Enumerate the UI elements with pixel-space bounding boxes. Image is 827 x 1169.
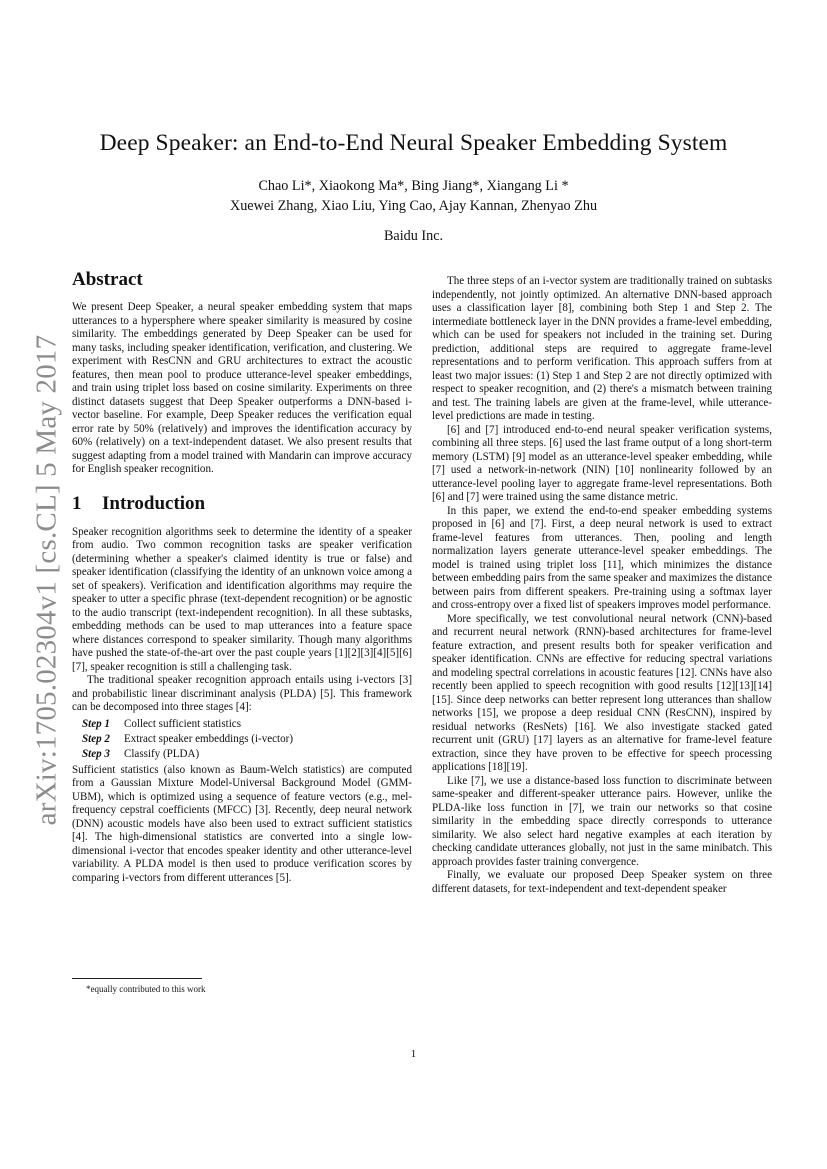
step-text: Collect sufficient statistics <box>124 717 241 730</box>
right-paragraph-1: The three steps of an i-vector system are traditionally trained on subtasks independently, not jointly optimized. An alternative DNN-based approach uses a classification layer [8], combining both Step 1 and Step 2. The intermediate bottleneck layer in the DNN provides a frame-level embedding, which can be used for speakers not included in the training set. During prediction, additional steps are required to aggregate frame-level representations and to perform verification. This approach suffers from at least two major issues: (1) Step 1 and Step 2 are not directly optimized with respect to speaker recognition, and (2) there's a mismatch between training and test. The training labels are given at the frame-level, while utterance-level predictions are made in testing. <box>432 275 772 422</box>
arxiv-sidebar <box>22 250 72 910</box>
section-number: 1 <box>72 492 82 514</box>
abstract-text: We present Deep Speaker, a neural speaker embedding system that maps utterances to a hypersphere where speaker similarity is measured by cosine similarity. The embeddings generated by Deep Speaker can be used for many tasks, including speaker identification, verification, and clustering. We experiment with ResCNN and GRU architectures to extract the acoustic features, then mean pool to produce utterance-level speaker embeddings, and train using triplet loss based on cosine similarity. Experiments on three distinct datasets suggest that Deep Speaker outperforms a DNN-based i-vector baseline. For example, Deep Speaker reduces the verification equal error rate by 50% (relatively) and improves the identification accuracy by 60% (relatively) on a text-independent dataset. We also present results that suggest adapting from a model trained with Mandarin can improve accuracy for English speaker recognition. <box>72 301 412 475</box>
authors-line-1: Chao Li*, Xiaokong Ma*, Bing Jiang*, Xiangang Li * <box>258 178 569 194</box>
right-paragraph-5: Like [7], we use a distance-based loss function to discriminate between same-speaker and different-speaker utterance pairs. However, unlike the PLDA-like loss function in [7], we train our networks so that cosine similarity in the embedding space directly corresponds to utterance similarity. We also select hard negative examples at each iteration by checking candidate utterances globally, not just in the same minibatch. This approach provides faster training convergence. <box>432 774 772 868</box>
footnote <box>72 978 412 995</box>
right-paragraph-6: Finally, we evaluate our proposed Deep Speaker system on three different datasets, for text-independent and text-dependent speaker <box>432 869 772 895</box>
steps-list <box>82 717 412 762</box>
authors-line-2: Xuewei Zhang, Xiao Liu, Ying Cao, Ajay Kannan, Zhenyao Zhu <box>229 198 598 214</box>
intro-heading <box>72 492 412 516</box>
right-paragraph-4: More specifically, we test convolutional neural network (CNN)-based and recurrent neural network (RNN)-based architectures for frame-level feature extraction, and present results both for speaker verification and speaker identification. CNNs are effective for reducing spectral variations and modeling spectral correlations in acoustic features [12]. CNNs have also recently been applied to speech recognition with good results [12][13][14][15]. Since deep networks can better represent long utterances than shallow networks [15], we propose a deep residual CNN (ResCNN), inspired by residual networks (ResNets) [16]. We also investigate stacked gated recurrent unit (GRU) [17] layers as an alternative for frame-level feature extraction, since they have proven to be effective for speech processing applications [18][19]. <box>432 612 772 773</box>
right-paragraph-2: [6] and [7] introduced end-to-end neural speaker verification systems, combining all three steps. [6] used the last frame output of a long short-term memory (LSTM) [9] model as an utterance-level speaker embedding, while [7] used a network-in-network (NIN) [10] nonlinearity followed by an utterance-level pooling layer to aggregate frame-level representations. Both [6] and [7] were trained using the same distance metric. <box>432 423 772 503</box>
right-paragraph-3: In this paper, we extend the end-to-end speaker embedding systems proposed in [6] and [7]. First, a deep neural network is used to extract frame-level features from utterances. Then, pooling and length normalization layers generate utterance-level speaker embeddings. The model is trained using triplet loss [11], which minimizes the distance between embedding pairs from the same speaker and maximizes the distance between pairs from different speakers. Pre-training using a softmax layer and cross-entropy over a fixed list of speakers improves model performance. <box>432 504 772 611</box>
step-label: Step 2 <box>82 732 110 745</box>
page-number: 1 <box>410 1048 417 1060</box>
arxiv-identifier: arXiv:1705.02304v1 [cs.CL] 5 May 2017 <box>30 334 63 826</box>
section-title: Introduction <box>102 492 206 514</box>
affiliation: Baidu Inc. <box>383 228 444 244</box>
list-item <box>82 732 412 747</box>
footnote-text: *equally contributed to this work <box>86 984 206 994</box>
footnote-rule <box>72 978 202 979</box>
step-label: Step 1 <box>82 717 110 730</box>
list-item <box>82 717 412 732</box>
abstract-heading: Abstract <box>72 269 143 290</box>
intro-paragraph-2: The traditional speaker recognition approach entails using i-vectors [3] and probabilistic linear discriminant analysis (PLDA) [5]. This framework can be decomposed into three stages [4]: <box>72 674 412 713</box>
step-text: Extract speaker embeddings (i-vector) <box>124 732 294 745</box>
paper-title: Deep Speaker: an End-to-End Neural Speaker Embedding System <box>99 130 728 156</box>
intro-paragraph-1: Speaker recognition algorithms seek to determine the identity of a speaker from audio. Two common recognition tasks are speaker verification (determining whether a speaker's claimed identity is true or false) and speaker identification (classifying the identity of an unknown voice among a set of speakers). Verification and identification algorithms may require the speaker to utter a specific phrase (text-dependent recognition) or be agnostic to the audio transcript (text-independent recognition). In all these subtasks, embedding methods can be used to map utterances into a feature space where distances correspond to speaker similarity. Though many algorithms have pushed the state-of-the-art over the past couple years [1][2][3][4][5][6][7], speaker recognition is still a challenging task. <box>72 525 412 673</box>
step-label: Step 3 <box>82 747 110 760</box>
left-column <box>72 268 412 885</box>
step-text: Classify (PLDA) <box>124 747 200 760</box>
list-item <box>82 747 412 762</box>
right-column <box>432 275 772 896</box>
intro-paragraph-3: Sufficient statistics (also known as Baum-Welch statistics) are computed from a Gaussian Mixture Model-Universal Background Model (GMM-UBM), which is optimized using a sequence of feature vectors (e.g., mel-frequency cepstral coefficients (MFCC) [3]. Recently, deep neural network (DNN) acoustic models have also been used to extract sufficient statistics [4]. The high-dimensional statistics are converted into a single low-dimensional i-vector that encodes speaker identity and other utterance-level variability. A PLDA model is then used to produce verification scores by comparing i-vectors from different utterances [5]. <box>72 763 412 884</box>
